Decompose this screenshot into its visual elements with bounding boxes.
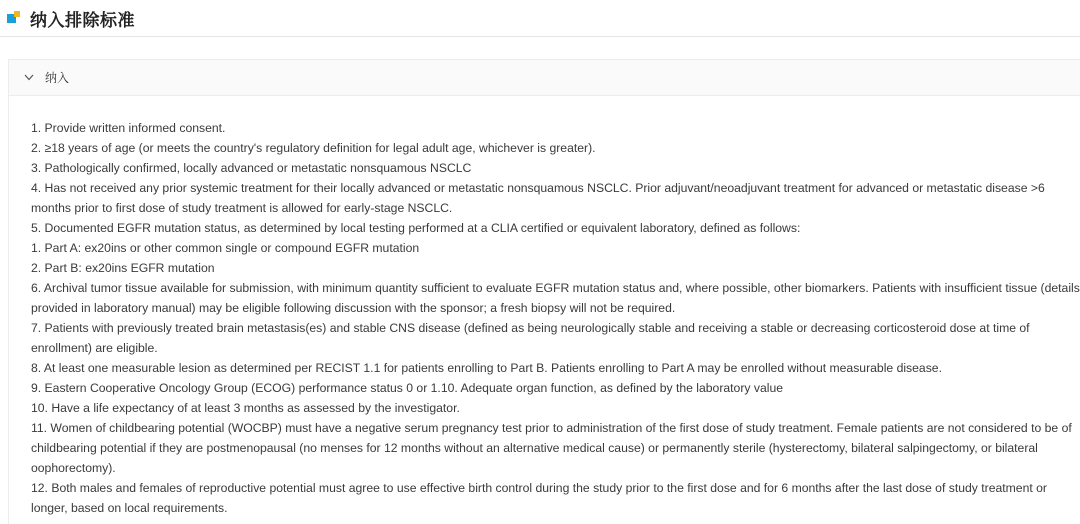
criteria-item: 1. Provide written informed consent. [31, 121, 226, 135]
criteria-item: 6. Archival tumor tissue available for submission, with minimum quantity sufficient to evaluate EGFR mutation status and, where possible, other biomarkers. Patients with insufficient tissue (details provided in laboratory manual) may be eligible following discussion with the sponsor; a fresh biopsy will not be required. [31, 281, 1080, 315]
criteria-item: 2. Part B: ex20ins EGFR mutation [31, 261, 215, 275]
section-marker-icon [7, 11, 21, 25]
criteria-item: 2. ≥18 years of age (or meets the country's regulatory definition for legal adult age, whichever is greater). [31, 141, 596, 155]
inclusion-panel-title: 纳入 [45, 71, 70, 85]
section-header [0, 0, 1080, 37]
criteria-item: 8. At least one measurable lesion as determined per RECIST 1.1 for patients enrolling to Part B. Patients enrolling to Part A may be enrolled without measurable disease. [31, 361, 942, 375]
inclusion-panel [8, 59, 1080, 524]
criteria-item: 3. Pathologically confirmed, locally advanced or metastatic nonsquamous NSCLC [31, 161, 472, 175]
inclusion-panel-body [9, 96, 1080, 518]
chevron-down-icon[interactable] [23, 72, 35, 84]
criteria-item: 5. Documented EGFR mutation status, as determined by local testing performed at a CLIA certified or equivalent laboratory, defined as follows: [31, 221, 801, 235]
section-title: 纳入排除标准 [30, 10, 135, 30]
section-marker-yellow [14, 11, 20, 17]
criteria-item: 7. Patients with previously treated brain metastasis(es) and stable CNS disease (defined as being neurologically stable and receiving a stable or decreasing corticosteroid dose at time of enrollment) are eligible. [31, 321, 1030, 355]
criteria-item: 9. Eastern Cooperative Oncology Group (ECOG) performance status 0 or 1.10. Adequate organ function, as defined by the laboratory value [31, 381, 783, 395]
criteria-item: 11. Women of childbearing potential (WOCBP) must have a negative serum pregnancy test prior to administration of the first dose of study treatment. Female patients are not considered to be of childbearing potential if they are postmenopausal (no menses for 12 months without an alternative medical cause) or permanently sterile (hysterectomy, bilateral salpingectomy, or bilateral oophorectomy). [31, 421, 1072, 475]
criteria-item: 1. Part A: ex20ins or other common single or compound EGFR mutation [31, 241, 420, 255]
criteria-list [31, 118, 1080, 518]
inclusion-panel-header[interactable] [9, 60, 1080, 96]
criteria-item: 10. Have a life expectancy of at least 3 months as assessed by the investigator. [31, 401, 460, 415]
criteria-item: 4. Has not received any prior systemic treatment for their locally advanced or metastatic nonsquamous NSCLC. Prior adjuvant/neoadjuvant treatment for advanced or metastatic disease >6 months prior to first dose of study treatment is allowed for early-stage NSCLC. [31, 181, 1045, 215]
criteria-item: 12. Both males and females of reproductive potential must agree to use effective birth control during the study prior to the first dose and for 6 months after the last dose of study treatment or longer, based on local requirements. [31, 481, 1047, 515]
